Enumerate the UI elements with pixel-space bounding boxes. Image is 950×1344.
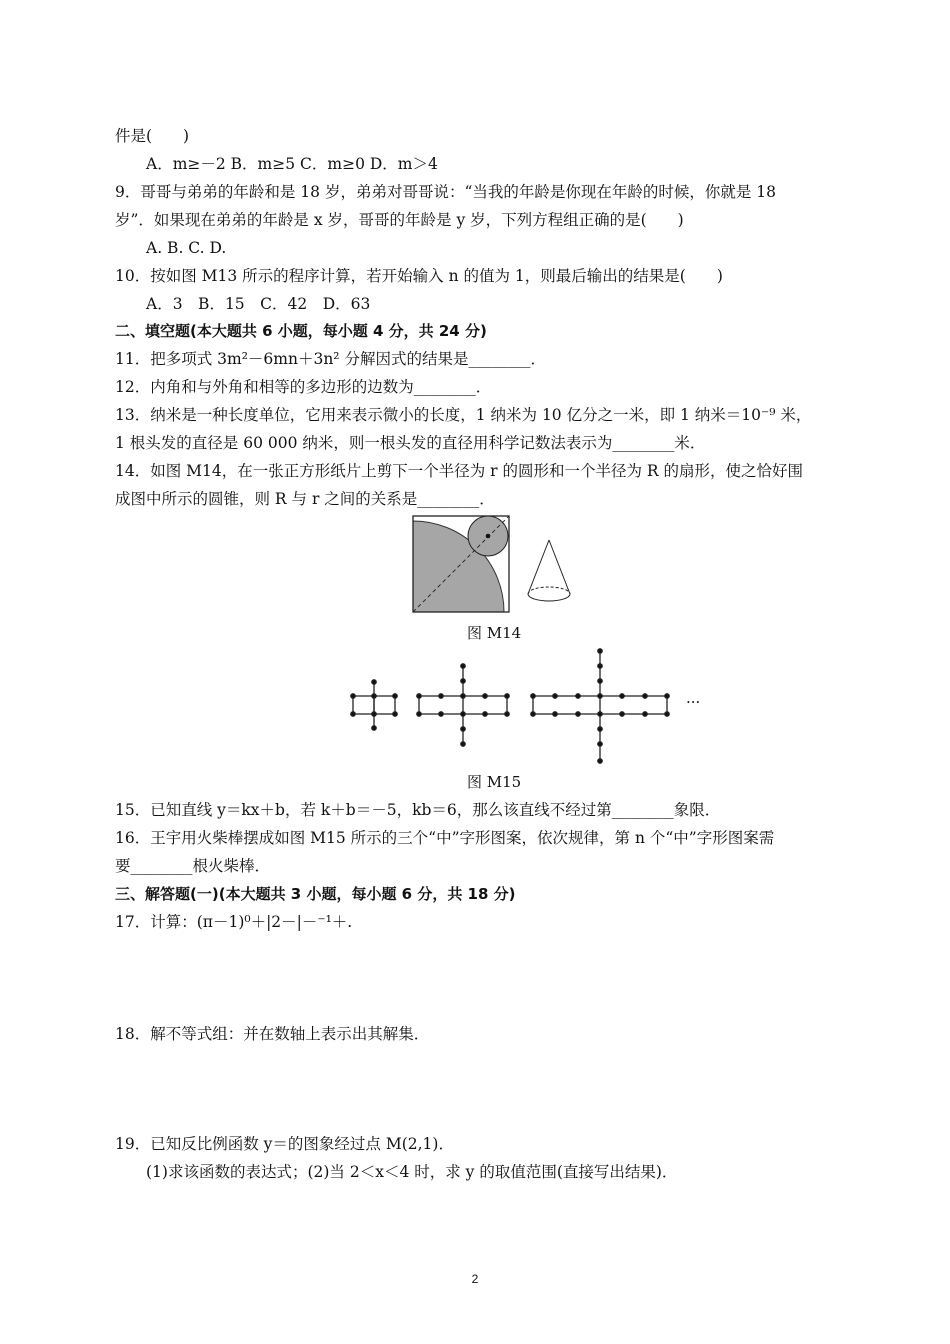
pattern-1 — [351, 680, 397, 730]
q14-line2: 成图中所示的圆锥，则 R 与 r 之间的关系是________． — [115, 490, 495, 508]
section-3-heading: 三、解答题(一)(本大题共 3 小题，每小题 6 分，共 18 分) — [115, 885, 516, 903]
q13-line1: 13．纳米是一种长度单位，它用来表示微小的长度，1 纳米为 10 亿分之一米，即 1 纳米＝10⁻⁹ 米， — [115, 406, 812, 424]
q9-options: A. B. C. D. — [146, 239, 227, 257]
center-dot — [486, 534, 491, 539]
figure-m14 — [410, 514, 580, 616]
section-2-heading: 二、填空题(本大题共 6 小题，每小题 4 分，共 24 分) — [115, 322, 487, 340]
pattern-3 — [531, 649, 669, 763]
q15: 15．已知直线 y＝kx＋b，若 k＋b＝－5，kb＝6，那么该直线不经过第________象限． — [115, 801, 721, 819]
q13-line2: 1 根头发的直径是 60 000 纳米，则一根头发的直径用科学记数法表示为________米． — [115, 434, 706, 452]
q10-line1: 10．按如图 M13 所示的程序计算，若开始输入 n 的值为 1，则最后输出的结果是( ) — [115, 267, 723, 285]
q12: 12．内角和与外角和相等的多边形的边数为________． — [115, 378, 492, 396]
q16-line2: 要________根火柴棒． — [115, 857, 271, 875]
q18: 18．解不等式组：并在数轴上表示出其解集． — [115, 1025, 430, 1043]
q8-options: A．m≥－2 B．m≥5 C．m≥0 D．m＞4 — [146, 155, 438, 173]
q14-line1: 14．如图 M14，在一张正方形纸片上剪下一个半径为 r 的圆形和一个半径为 R 的扇形，使之恰好围 — [115, 462, 804, 480]
figure-m14-caption: 图 M14 — [467, 624, 522, 642]
q9-line1: 9．哥哥与弟弟的年龄和是 18 岁，弟弟对哥哥说：“当我的年龄是你现在年龄的时候，你就是 18 — [115, 183, 777, 201]
q11: 11．把多项式 3m²－6mn＋3n² 分解因式的结果是________． — [115, 350, 546, 368]
q19-line1: 19．已知反比例函数 y＝的图象经过点 M(2,1)． — [115, 1135, 454, 1153]
figure-m15-caption: 图 M15 — [467, 773, 522, 791]
q10-options: A．3 B．15 C．42 D．63 — [146, 295, 371, 313]
cone-drawing — [528, 540, 570, 601]
pattern-2 — [417, 664, 509, 746]
q16-line1: 16．王宇用火柴棒摆成如图 M15 所示的三个“中”字形图案，依次规律，第 n 个“中”字形图案需 — [115, 829, 775, 847]
q19-line2: (1)求该函数的表达式；(2)当 2＜x＜4 时，求 y 的取值范围(直接写出结果)． — [146, 1163, 678, 1181]
figure-m15 — [345, 645, 725, 770]
q9-line2: 岁”．如果现在弟弟的年龄是 x 岁，哥哥的年龄是 y 岁，下列方程组正确的是( ) — [115, 211, 684, 229]
page-number: 2 — [471, 1272, 479, 1286]
q8-tail: 件是( ) — [115, 127, 190, 145]
q17: 17．计算：(π－1)⁰＋|2－|－⁻¹＋. — [115, 913, 353, 931]
figure-m15-ellipsis: ··· — [686, 693, 701, 711]
